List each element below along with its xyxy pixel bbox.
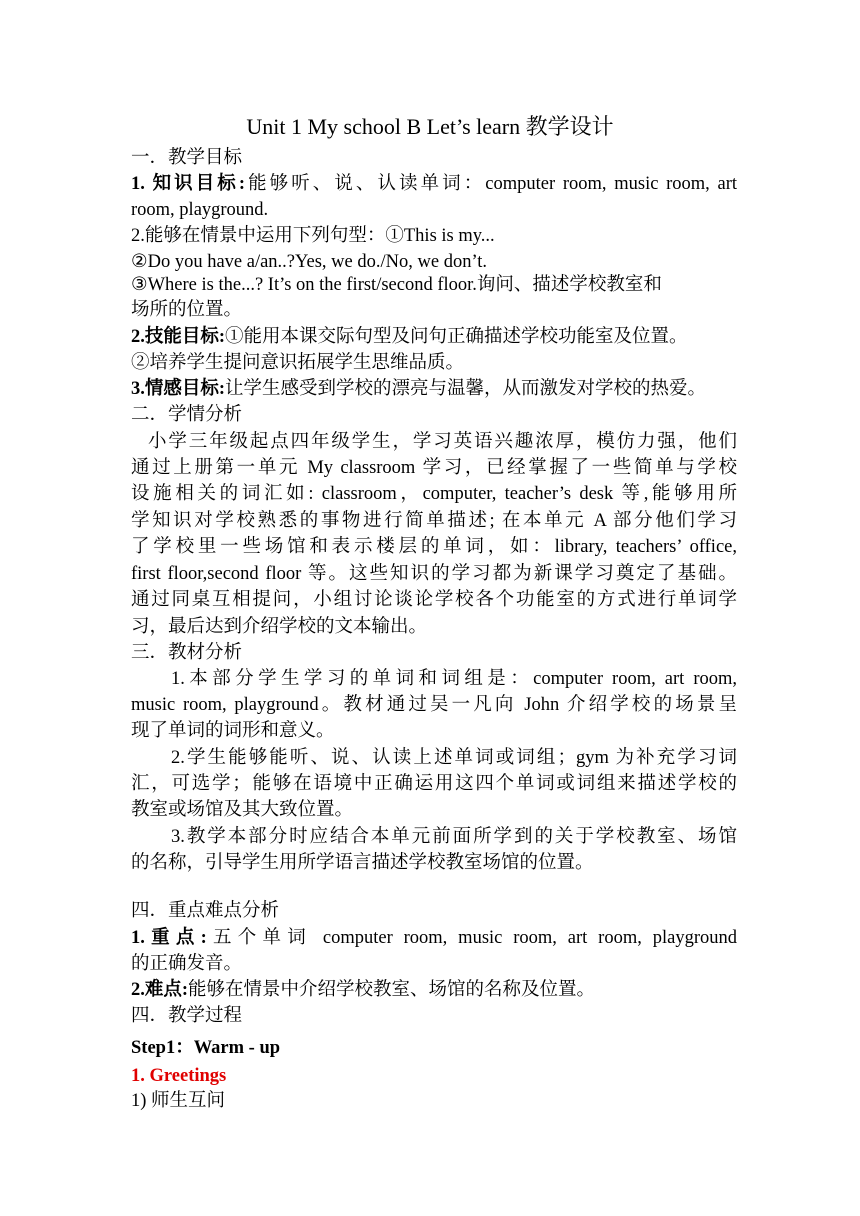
sentence-goal-4: 场所的位置。 — [131, 300, 243, 320]
sentence-goal-3: ③Where is the...? It’s on the first/second floor.询问、描述学校教室和 — [131, 275, 662, 295]
greetings-item: 1) 师生互问 — [131, 1091, 226, 1111]
difficult-point-text: 能够在情景中介绍学校教室、场馆的名称及位置。 — [188, 980, 596, 1000]
emotion-goal-label: 3.情感目标: — [131, 379, 226, 399]
section-heading-key-points: 四．重点难点分析 — [131, 901, 280, 921]
students-line: 了学校里一些场馆和表示楼层的单词，如：library, teachers’ office, — [131, 537, 737, 557]
section-heading-students: 二．学情分析 — [131, 405, 243, 425]
skill-goal — [131, 324, 737, 350]
skill-goal-label: 2.技能目标: — [131, 327, 226, 347]
materials-line: 3.教学本部分时应结合本单元前面所学到的关于学校教室、场馆 — [171, 827, 737, 847]
students-line: 通过同桌互相提问，小组讨论谈论学校各个功能室的方式进行单词学 — [131, 590, 737, 610]
materials-line: 的名称，引导学生用所学语言描述学校教室场馆的位置。 — [131, 853, 594, 873]
key-point-label: 1.重点: — [131, 928, 207, 948]
key-point — [131, 925, 737, 951]
students-line: 小学三年级起点四年级学生，学习英语兴趣浓厚，模仿力强，他们 — [148, 432, 737, 452]
section-heading-materials: 三．教材分析 — [131, 643, 243, 663]
document-title: Unit 1 My school B Let’s learn 教学设计 — [246, 114, 614, 139]
step1-heading: Step1：Warm - up — [131, 1038, 281, 1058]
section-heading-process: 四．教学过程 — [131, 1006, 243, 1026]
sentence-goal-2: ②Do you have a/an..?Yes, we do./No, we don’t. — [131, 252, 488, 272]
greetings-heading: 1. Greetings — [131, 1066, 227, 1086]
materials-line: 汇，可选学；能够在语境中正确运用这四个单词或词组来描述学校的 — [131, 774, 737, 794]
section-heading-goals: 一．教学目标 — [131, 148, 243, 168]
emotion-goal — [131, 376, 737, 402]
difficult-point-label: 2.难点: — [131, 980, 189, 1000]
knowledge-goal-label: 1. 知识目标: — [131, 174, 245, 194]
knowledge-goal-text: 能够听、说、认读单词：computer room, music room, art — [245, 174, 737, 194]
students-line: 学知识对学校熟悉的事物进行简单描述; 在本单元 A 部分他们学习 — [131, 511, 737, 531]
materials-line: 现了单词的词形和意义。 — [131, 721, 335, 741]
materials-line: 教室或场馆及其大致位置。 — [131, 800, 354, 820]
materials-line: music room, playground。教材通过吴一凡向 John 介绍学校的场景呈 — [131, 695, 737, 715]
key-point-cont: 的正确发音。 — [131, 954, 243, 974]
students-line: 通过上册第一单元 My classroom 学习，已经掌握了一些简单与学校 — [131, 458, 737, 478]
skill-goal-cont: ②培养学生提问意识拓展学生思维品质。 — [131, 353, 465, 373]
students-line: 习，最后达到介绍学校的文本输出。 — [131, 617, 428, 637]
difficult-point — [131, 977, 737, 1003]
materials-line: 2.学生能够能听、说、认读上述单词或词组；gym 为补充学习词 — [171, 748, 737, 768]
knowledge-goal — [131, 171, 737, 197]
students-line: first floor,second floor 等。这些知识的学习都为新课学习奠定了基础。 — [131, 564, 737, 584]
emotion-goal-text: 让学生感受到学校的漂亮与温馨，从而激发对学校的热爱。 — [225, 379, 707, 399]
key-point-text: 五个单词 computer room, music room, art room, playground — [206, 928, 737, 948]
students-line: 设施相关的词汇如: classroom，computer, teacher’s desk 等,能够用所 — [131, 484, 737, 504]
materials-line: 1.本部分学生学习的单词和词组是：computer room, art room, — [171, 669, 737, 689]
skill-goal-text: ①能用本课交际句型及问句正确描述学校功能室及位置。 — [225, 327, 688, 347]
knowledge-goal-cont: room, playground. — [131, 200, 269, 220]
sentence-goal: 2.能够在情景中运用下列句型：①This is my... — [131, 226, 495, 246]
